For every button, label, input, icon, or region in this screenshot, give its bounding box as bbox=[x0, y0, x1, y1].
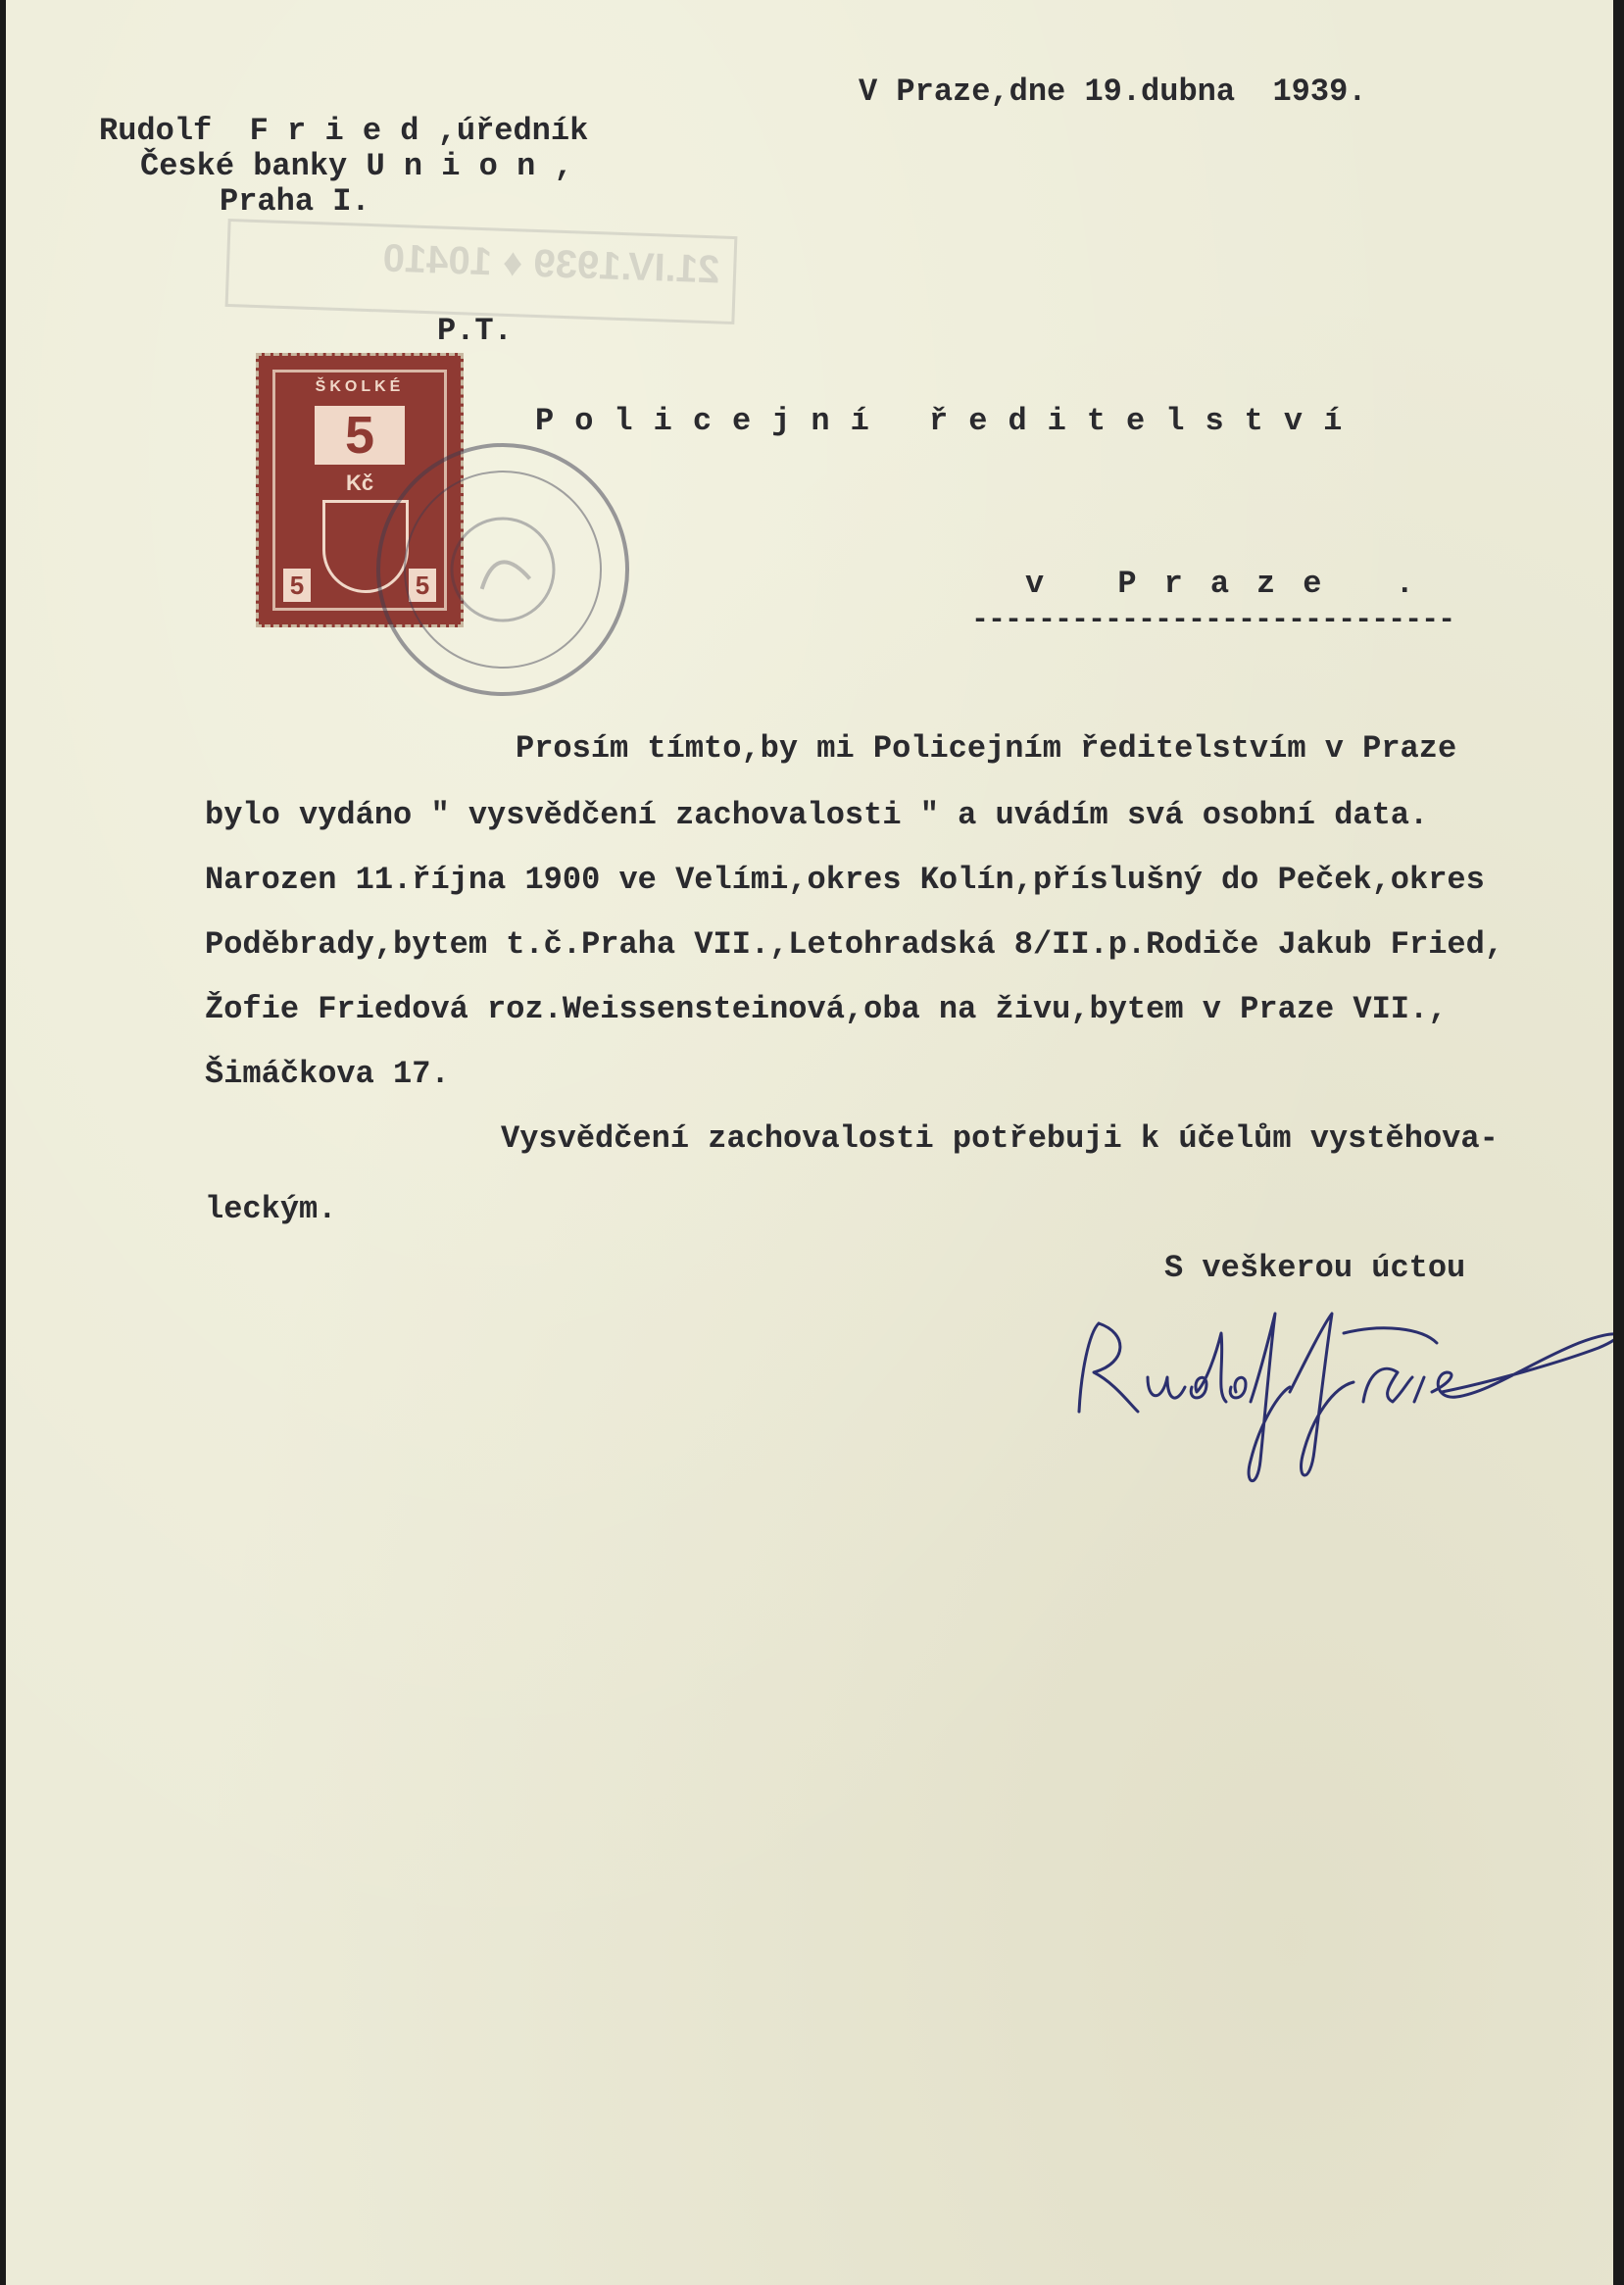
body-line-8: leckým. bbox=[205, 1191, 337, 1227]
body-line-7: Vysvědčení zachovalosti potřebuji k účelům vystěhova- bbox=[501, 1120, 1499, 1157]
recipient-city: v Praze . bbox=[1025, 566, 1442, 602]
handwritten-signature bbox=[1069, 1294, 1613, 1490]
revenue-stamp-corner-left: 5 bbox=[283, 569, 311, 602]
revenue-stamp-value: 5 bbox=[315, 406, 405, 465]
body-line-4: Poděbrady,bytem t.č.Praha VII.,Letohradská 8/II.p.Rodiče Jakub Fried, bbox=[205, 926, 1504, 963]
sender-line-2: České banky U n i o n , bbox=[140, 148, 573, 184]
salutation: P.T. bbox=[437, 313, 513, 349]
place-date: V Praze,dne 19.dubna 1939. bbox=[859, 74, 1367, 110]
revenue-stamp-top-text: ŠKOLKÉ bbox=[315, 378, 405, 395]
closing: S veškerou úctou bbox=[1164, 1250, 1466, 1286]
revenue-stamp-currency: Kč bbox=[345, 471, 374, 495]
recipient-name: Policejní ředitelství bbox=[535, 403, 1363, 439]
body-line-3: Narozen 11.října 1900 ve Velími,okres Kolín,příslušný do Peček,okres bbox=[205, 862, 1485, 898]
body-line-2: bylo vydáno " vysvědčení zachovalosti " a uvádím svá osobní data. bbox=[205, 797, 1429, 833]
letter-page bbox=[6, 0, 1613, 2285]
sender-line-1: Rudolf F r i e d ,úředník bbox=[99, 113, 589, 149]
body-line-6: Šimáčkova 17. bbox=[205, 1056, 450, 1092]
faint-received-stamp: 21.IV.1939 ♦ 10410 bbox=[225, 219, 738, 324]
recipient-city-underline: ----------------------------- bbox=[971, 604, 1455, 637]
seal-emblem-icon bbox=[358, 424, 649, 716]
sender-line-3: Praha I. bbox=[220, 183, 370, 220]
body-line-5: Žofie Friedová roz.Weissensteinová,oba na živu,bytem v Praze VII., bbox=[205, 991, 1448, 1027]
revenue-stamp-corner-right: 5 bbox=[409, 569, 436, 602]
body-line-1: Prosím tímto,by mi Policejním ředitelstvím v Praze bbox=[516, 730, 1457, 767]
